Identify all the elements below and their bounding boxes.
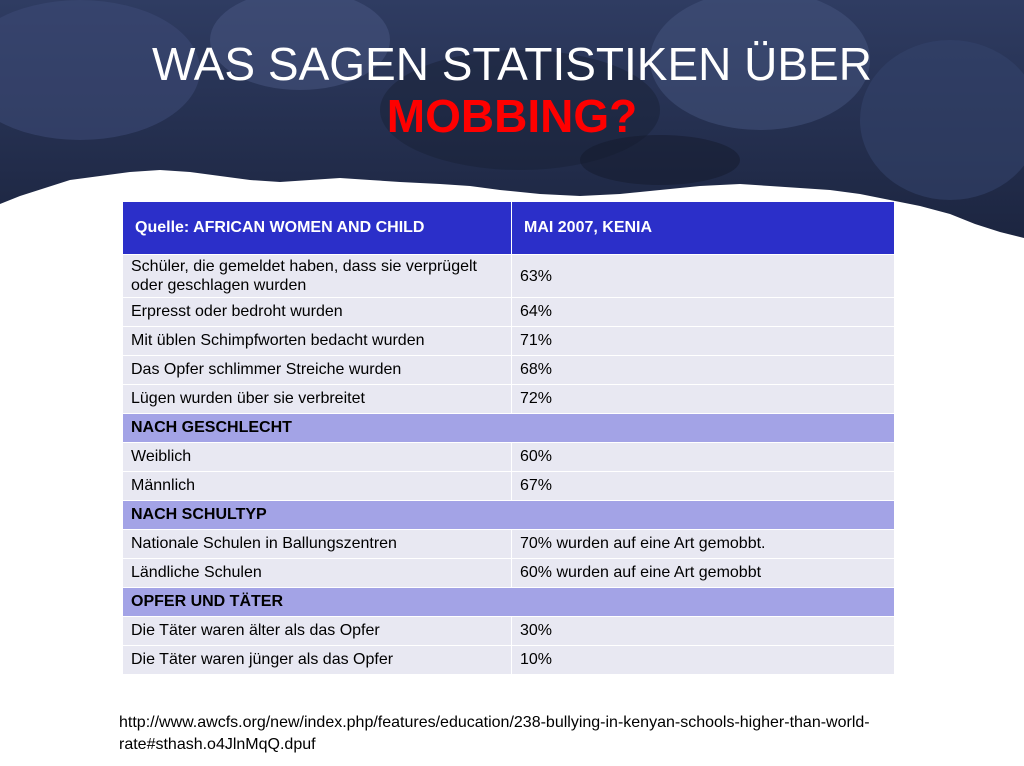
row-value: 60% wurden auf eine Art gemobbt <box>512 559 895 588</box>
row-label: Weiblich <box>123 443 512 472</box>
section-label: NACH GESCHLECHT <box>123 414 895 443</box>
table-row <box>123 255 895 298</box>
row-value: 60% <box>512 443 895 472</box>
row-label: Schüler, die gemeldet haben, dass sie verprügelt oder geschlagen wurden <box>123 255 512 298</box>
row-label: Nationale Schulen in Ballungszentren <box>123 530 512 559</box>
slide-title <box>0 38 1024 142</box>
row-value: 63% <box>512 255 895 298</box>
header-source-cell: Quelle: AFRICAN WOMEN AND CHILD <box>123 202 512 255</box>
section-header-school-type <box>123 501 895 530</box>
table-row <box>123 617 895 646</box>
section-header-gender <box>123 414 895 443</box>
row-value: 72% <box>512 385 895 414</box>
row-label: Das Opfer schlimmer Streiche wurden <box>123 356 512 385</box>
row-label: Ländliche Schulen <box>123 559 512 588</box>
table-row <box>123 385 895 414</box>
source-url: http://www.awcfs.org/new/index.php/features/education/238-bullying-in-kenyan-schools-higher-than-world-rate#sthash.o4JlnMqQ.dpuf <box>119 714 870 753</box>
row-value: 71% <box>512 327 895 356</box>
row-value: 10% <box>512 646 895 675</box>
table-row <box>123 646 895 675</box>
section-label: OPFER UND TÄTER <box>123 588 895 617</box>
row-value: 64% <box>512 298 895 327</box>
table-row <box>123 530 895 559</box>
table-header-row <box>123 202 895 255</box>
table-row <box>123 559 895 588</box>
row-label: Mit üblen Schimpfworten bedacht wurden <box>123 327 512 356</box>
row-label: Lügen wurden über sie verbreitet <box>123 385 512 414</box>
header-date-cell: MAI 2007, KENIA <box>512 202 895 255</box>
table-row <box>123 327 895 356</box>
title-line-2-highlight: MOBBING? <box>386 90 638 142</box>
row-label: Die Täter waren älter als das Opfer <box>123 617 512 646</box>
row-value: 67% <box>512 472 895 501</box>
table-row <box>123 472 895 501</box>
row-label: Männlich <box>123 472 512 501</box>
row-value: 70% wurden auf eine Art gemobbt. <box>512 530 895 559</box>
row-value: 68% <box>512 356 895 385</box>
section-label: NACH SCHULTYP <box>123 501 895 530</box>
section-header-victims-perpetrators <box>123 588 895 617</box>
table-row <box>123 356 895 385</box>
row-label: Erpresst oder bedroht wurden <box>123 298 512 327</box>
title-line-1: WAS SAGEN STATISTIKEN ÜBER <box>152 38 872 90</box>
row-label: Die Täter waren jünger als das Opfer <box>123 646 512 675</box>
table-row <box>123 443 895 472</box>
table-row <box>123 298 895 327</box>
statistics-table <box>122 201 895 675</box>
row-value: 30% <box>512 617 895 646</box>
